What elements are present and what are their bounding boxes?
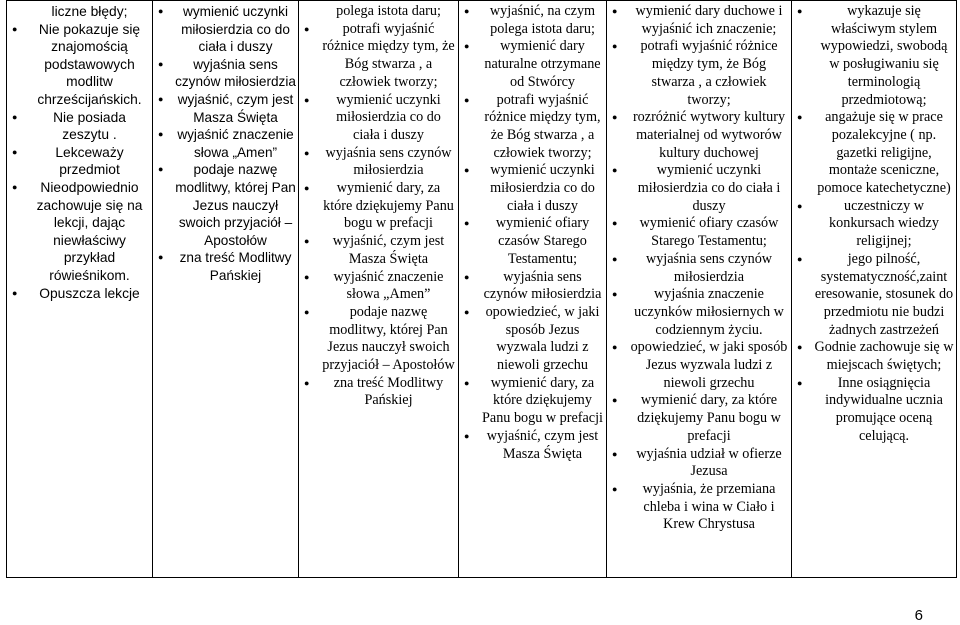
criteria-item: ● opowiedzieć, w jaki sposób Jezus wyzwala ludzi z niewoli grzechu <box>461 304 604 375</box>
criteria-item: ● wyjaśnia, że przemiana chleba i wina w Ciało i Krew Chrystusa <box>609 481 789 534</box>
criteria-item: ● wyjaśnić, czym jest Masza Święta <box>461 428 604 463</box>
criteria-item: ● opowiedzieć, w jaki sposób Jezus wyzwala ludzi z niewoli grzechu <box>609 339 789 392</box>
criteria-item: ● Opuszcza lekcje <box>9 285 150 303</box>
criteria-item: ● wymienić dary naturalne otrzymane od Stwórcy <box>461 38 604 91</box>
criteria-item: ● wymienić ofiary czasów Starego Testamentu; <box>461 215 604 268</box>
criteria-item: ● Inne osiągnięcia indywidualne ucznia promujące oceną celującą. <box>794 375 954 446</box>
criteria-item: liczne błędy; <box>51 4 128 19</box>
criteria-item: ● wyjaśnia znaczenie uczynków miłosiernych w codziennym życiu. <box>609 286 789 339</box>
criteria-item: ● wyjaśnić, czym jest Masza Święta <box>301 233 456 268</box>
criteria-list <box>155 3 296 285</box>
criteria-item: ● wymienić dary, za które dziękujemy Panu bogu w prefacji <box>461 375 604 428</box>
criteria-item: ● wyjaśnić znaczenie słowa „Amen” <box>155 126 296 161</box>
criteria-item: ● wyjaśnia sens czynów miłosierdzia <box>155 56 296 91</box>
criteria-item: ● uczestniczy w konkursach wiedzy religijnej; <box>794 198 954 251</box>
criteria-item: ● wyjaśnić znaczenie słowa „Amen” <box>301 269 456 304</box>
criteria-item: ● wyjaśnić, na czym polega istota daru; <box>461 3 604 38</box>
criteria-item: ● Godnie zachowuje się w miejscach świętych; <box>794 339 954 374</box>
page-number: 6 <box>914 607 923 624</box>
criteria-item: ● wyjaśnia sens czynów miłosierdzia <box>609 251 789 286</box>
criteria-item: ● wymienić dary, za które dziękujemy Panu bogu w prefacji <box>609 392 789 445</box>
criteria-item: ● Nieodpowiednio zachowuje się na lekcji, dając niewłaściwy przykład rówieśnikom. <box>9 179 150 285</box>
criteria-item: ● potrafi wyjaśnić różnice między tym, że Bóg stwarza , a człowiek tworzy; <box>301 21 456 92</box>
table-row <box>7 1 957 578</box>
criteria-item: polega istota daru; <box>336 3 441 19</box>
criteria-list <box>609 3 789 534</box>
criteria-item: ● wymienić dary duchowe i wyjaśnić ich znaczenie; <box>609 3 789 38</box>
criteria-item: ● wyjaśnić, czym jest Masza Święta <box>155 91 296 126</box>
grading-criteria-table <box>6 0 957 578</box>
criteria-item: ● Nie posiada zeszytu . <box>9 109 150 144</box>
criteria-item: ● wykazuje się właściwym stylem wypowiedzi, swobodą w posługiwaniu się terminologią przedmiotową; <box>794 3 954 109</box>
criteria-item: ● rozróżnić wytwory kultury materialnej od wytworów kultury duchowej <box>609 109 789 162</box>
criteria-list <box>9 3 150 302</box>
column-cell-6 <box>792 1 957 578</box>
criteria-item: ● wymienić uczynki miłosierdzia co do ciała i duszy <box>609 162 789 215</box>
criteria-item: ● wyjaśnia sens czynów miłosierdzia <box>301 145 456 180</box>
criteria-list <box>301 3 456 410</box>
criteria-item: ● potrafi wyjaśnić różnice między tym, że Bóg stwarza , a człowiek tworzy; <box>461 92 604 163</box>
criteria-item: ● jego pilność, systematyczność,zaint eresowanie, stosunek do przedmiotu nie budzi żadnych zastrzeżeń <box>794 251 954 340</box>
criteria-item: ● wymienić dary, za które dziękujemy Panu bogu w prefacji <box>301 180 456 233</box>
column-cell-4 <box>459 1 607 578</box>
column-cell-5 <box>607 1 792 578</box>
criteria-item: ● wymienić uczynki miłosierdzia co do ciała i duszy <box>461 162 604 215</box>
criteria-item: ● zna treść Modlitwy Pańskiej <box>301 375 456 410</box>
criteria-item: ● zna treść Modlitwy Pańskiej <box>155 249 296 284</box>
criteria-item: ● wyjaśnia sens czynów miłosierdzia <box>461 269 604 304</box>
criteria-item: ● podaje nazwę modlitwy, której Pan Jezus nauczył swoich przyjaciół – Apostołów <box>301 304 456 375</box>
criteria-item: ● wymienić uczynki miłosierdzia co do ciała i duszy <box>155 3 296 56</box>
criteria-item: ● wymienić ofiary czasów Starego Testamentu; <box>609 215 789 250</box>
criteria-item: ● wyjaśnia udział w ofierze Jezusa <box>609 446 789 481</box>
column-cell-1 <box>7 1 153 578</box>
criteria-item: ● Nie pokazuje się znajomością podstawowych modlitw chrześcijańskich. <box>9 21 150 109</box>
criteria-item: ● potrafi wyjaśnić różnice między tym, że Bóg stwarza , a człowiek tworzy; <box>609 38 789 109</box>
criteria-item: ● podaje nazwę modlitwy, której Pan Jezus nauczył swoich przyjaciół – Apostołów <box>155 161 296 249</box>
criteria-list <box>794 3 954 446</box>
criteria-item: ● Lekceważy przedmiot <box>9 144 150 179</box>
criteria-list <box>461 3 604 463</box>
criteria-item: ● wymienić uczynki miłosierdzia co do ciała i duszy <box>301 92 456 145</box>
column-cell-2 <box>153 1 299 578</box>
criteria-item: ● angażuje się w prace pozalekcyjne ( np. gazetki religijne, montaże sceniczne, pomoce katechetyczne) <box>794 109 954 198</box>
column-cell-3 <box>299 1 459 578</box>
